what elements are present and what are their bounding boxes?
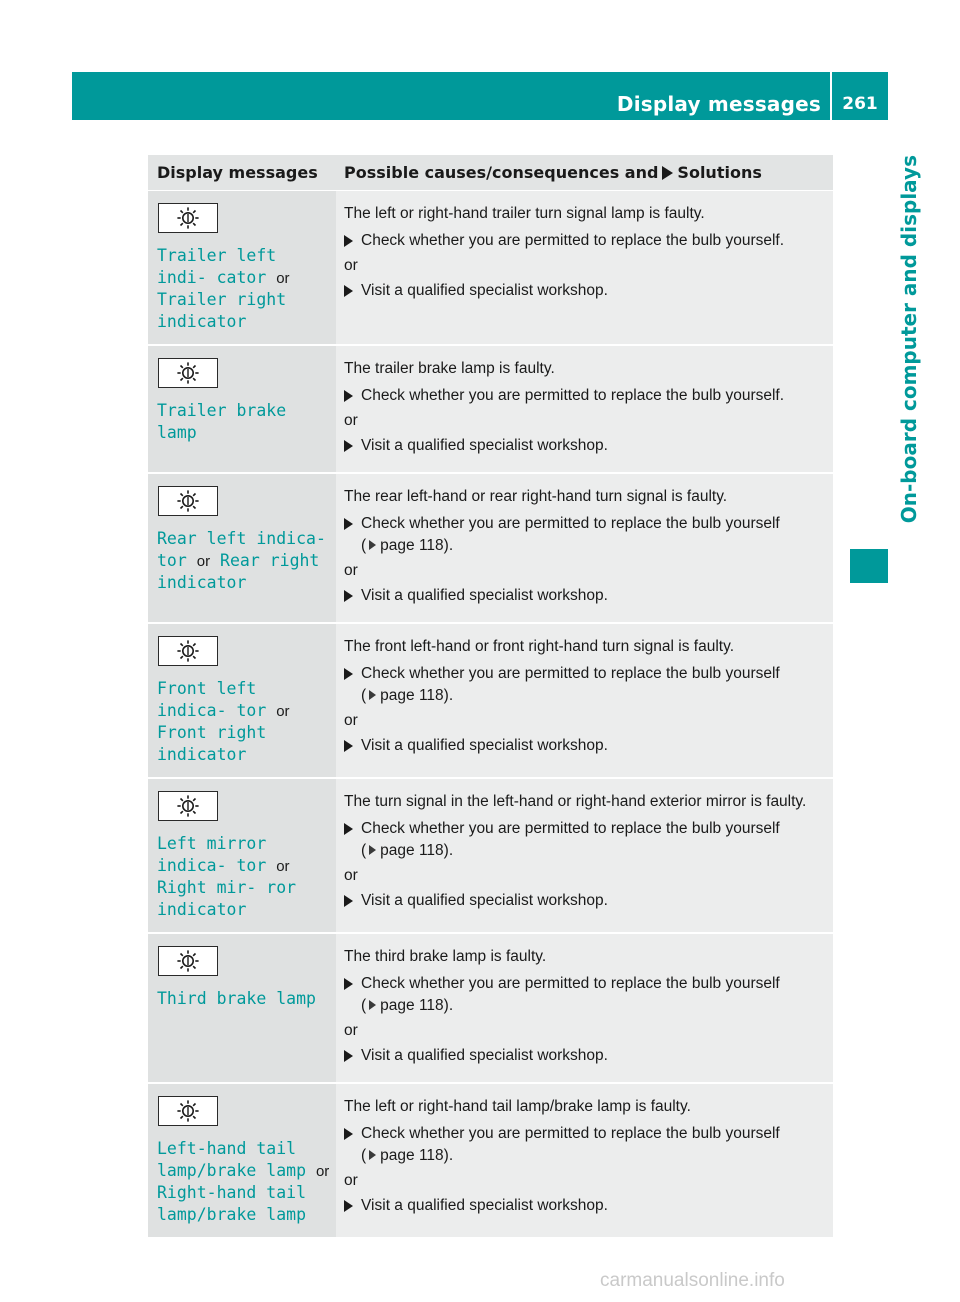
arrow-right-icon bbox=[344, 978, 353, 990]
message-text: Trailer left indi- cator bbox=[157, 246, 277, 287]
solution-step bbox=[344, 973, 827, 1017]
col-header-messages: Display messages bbox=[157, 163, 318, 182]
table-row bbox=[148, 191, 833, 346]
or-text: or bbox=[344, 1022, 358, 1039]
table-row bbox=[148, 779, 833, 934]
message-or: or bbox=[196, 552, 211, 570]
small-arrow-icon bbox=[369, 690, 376, 700]
arrow-right-icon bbox=[344, 823, 353, 835]
step-text: Check whether you are permitted to replace the bulb yourself. bbox=[361, 387, 785, 404]
small-arrow-icon bbox=[369, 1000, 376, 1010]
arrow-right-icon bbox=[344, 668, 353, 680]
small-arrow-icon bbox=[369, 540, 376, 550]
message-or: or bbox=[315, 1162, 330, 1180]
message-cell bbox=[148, 624, 336, 777]
arrow-right-icon bbox=[344, 390, 353, 402]
table-row bbox=[148, 346, 833, 474]
arrow-right-icon bbox=[344, 895, 353, 907]
arrow-right-icon bbox=[344, 1200, 353, 1212]
solution-step bbox=[344, 735, 827, 757]
display-message bbox=[157, 245, 332, 332]
solution-step bbox=[344, 385, 827, 407]
cause-text: The turn signal in the left-hand or right-hand exterior mirror is faulty. bbox=[344, 793, 807, 810]
message-text: Left mirror indica- tor bbox=[157, 834, 267, 875]
solution-step bbox=[344, 280, 827, 302]
solution-cell bbox=[336, 934, 833, 1082]
solution-cell bbox=[336, 1084, 833, 1237]
arrow-right-icon bbox=[344, 285, 353, 297]
solution-cell bbox=[336, 474, 833, 622]
message-cell bbox=[148, 474, 336, 622]
display-message bbox=[157, 528, 332, 594]
display-message bbox=[157, 678, 332, 765]
or-text: or bbox=[344, 712, 358, 729]
step-text: Visit a qualified specialist workshop. bbox=[361, 282, 608, 299]
message-text: Rear left indica- tor bbox=[157, 529, 326, 570]
message-cell bbox=[148, 191, 336, 344]
step-text: Check whether you are permitted to replace the bulb yourself bbox=[361, 1125, 780, 1142]
page-ref-open: ( bbox=[361, 537, 367, 554]
solution-step bbox=[344, 1195, 827, 1217]
page-reference bbox=[361, 535, 827, 557]
header-title: Display messages bbox=[616, 92, 821, 116]
table-body bbox=[148, 191, 833, 1239]
solution-step bbox=[344, 890, 827, 912]
page-ref-open: ( bbox=[361, 1147, 367, 1164]
col-header-prefix: Possible causes/consequences and bbox=[344, 163, 659, 182]
display-message bbox=[157, 1138, 332, 1225]
small-arrow-icon bbox=[369, 845, 376, 855]
solution-cell bbox=[336, 191, 833, 344]
message-cell bbox=[148, 934, 336, 1082]
solution-cell bbox=[336, 346, 833, 472]
page-reference bbox=[361, 995, 827, 1017]
section-tab-label: On-board computer and displays bbox=[897, 155, 921, 524]
page-reference bbox=[361, 685, 827, 707]
arrow-right-icon bbox=[344, 590, 353, 602]
or-text: or bbox=[344, 562, 358, 579]
bulb-icon bbox=[158, 791, 218, 821]
table-row bbox=[148, 474, 833, 624]
bulb-icon bbox=[158, 946, 218, 976]
page-ref-text: page 118). bbox=[380, 842, 454, 859]
message-or: or bbox=[276, 269, 290, 287]
page-ref-open: ( bbox=[361, 842, 367, 859]
message-cell bbox=[148, 1084, 336, 1237]
solution-step bbox=[344, 1123, 827, 1167]
step-text: Check whether you are permitted to replace the bulb yourself bbox=[361, 820, 780, 837]
arrow-right-icon bbox=[344, 518, 353, 530]
or-text: or bbox=[344, 412, 358, 429]
bulb-icon bbox=[158, 203, 218, 233]
solution-step bbox=[344, 435, 827, 457]
message-cell bbox=[148, 779, 336, 932]
col-header-suffix: Solutions bbox=[677, 163, 762, 182]
solution-cell bbox=[336, 624, 833, 777]
step-text: Check whether you are permitted to replace the bulb yourself. bbox=[361, 232, 785, 249]
step-text: Visit a qualified specialist workshop. bbox=[361, 737, 608, 754]
step-text: Visit a qualified specialist workshop. bbox=[361, 587, 608, 604]
step-text: Visit a qualified specialist workshop. bbox=[361, 437, 608, 454]
step-text: Visit a qualified specialist workshop. bbox=[361, 892, 608, 909]
display-message bbox=[157, 988, 332, 1010]
step-text: Check whether you are permitted to replace the bulb yourself bbox=[361, 975, 780, 992]
table-row bbox=[148, 624, 833, 779]
message-or: or bbox=[276, 857, 290, 875]
message-text-alt: Front right indicator bbox=[157, 723, 267, 764]
page-ref-open: ( bbox=[361, 997, 367, 1014]
bulb-icon bbox=[158, 1096, 218, 1126]
arrow-right-icon bbox=[344, 440, 353, 452]
or-text: or bbox=[344, 867, 358, 884]
table-row bbox=[148, 1084, 833, 1239]
arrow-right-icon bbox=[344, 1050, 353, 1062]
solution-step bbox=[344, 513, 827, 557]
message-text-alt: Rear right indicator bbox=[157, 550, 320, 592]
display-message bbox=[157, 400, 332, 443]
display-messages-table bbox=[148, 155, 833, 1239]
page-ref-open: ( bbox=[361, 687, 367, 704]
or-text: or bbox=[344, 1172, 358, 1189]
bulb-icon bbox=[158, 636, 218, 666]
arrow-right-icon bbox=[344, 740, 353, 752]
display-message bbox=[157, 833, 332, 920]
step-text: Check whether you are permitted to replace the bulb yourself bbox=[361, 515, 780, 532]
message-text-alt: Right mir- ror indicator bbox=[157, 878, 297, 919]
page-header bbox=[72, 72, 888, 120]
watermark: carmanualsonline.info bbox=[600, 1270, 785, 1291]
page-ref-text: page 118). bbox=[380, 537, 454, 554]
page-reference bbox=[361, 840, 827, 862]
arrow-right-icon bbox=[344, 235, 353, 247]
bulb-icon bbox=[158, 358, 218, 388]
message-text-alt: Right-hand tail lamp/brake lamp bbox=[157, 1183, 307, 1224]
table-header bbox=[148, 155, 833, 191]
cause-text: The third brake lamp is faulty. bbox=[344, 948, 547, 965]
page-ref-text: page 118). bbox=[380, 1147, 454, 1164]
section-marker bbox=[850, 549, 888, 583]
solution-step bbox=[344, 230, 827, 252]
message-text-alt: Trailer right indicator bbox=[157, 290, 287, 331]
table-row bbox=[148, 934, 833, 1084]
cause-text: The left or right-hand tail lamp/brake lamp is faulty. bbox=[344, 1098, 691, 1115]
page-ref-text: page 118). bbox=[380, 997, 454, 1014]
message-or: or bbox=[276, 702, 290, 720]
bulb-icon bbox=[158, 486, 218, 516]
page-reference bbox=[361, 1145, 827, 1167]
message-text: Left-hand tail lamp/brake lamp bbox=[157, 1139, 307, 1180]
message-text: Front left indica- tor bbox=[157, 679, 267, 720]
arrow-right-icon bbox=[662, 166, 673, 180]
message-text: Trailer brake lamp bbox=[157, 401, 287, 442]
col-header-solutions bbox=[336, 155, 833, 190]
cause-text: The rear left-hand or rear right-hand turn signal is faulty. bbox=[344, 488, 728, 505]
message-text: Third brake lamp bbox=[157, 989, 316, 1008]
page-ref-text: page 118). bbox=[380, 687, 454, 704]
solution-step bbox=[344, 1045, 827, 1067]
message-cell bbox=[148, 346, 336, 472]
solution-step bbox=[344, 663, 827, 707]
cause-text: The front left-hand or front right-hand turn signal is faulty. bbox=[344, 638, 734, 655]
step-text: Check whether you are permitted to replace the bulb yourself bbox=[361, 665, 780, 682]
small-arrow-icon bbox=[369, 1150, 376, 1160]
section-tab bbox=[849, 155, 921, 535]
or-text: or bbox=[344, 257, 358, 274]
cause-text: The left or right-hand trailer turn signal lamp is faulty. bbox=[344, 205, 705, 222]
step-text: Visit a qualified specialist workshop. bbox=[361, 1197, 608, 1214]
arrow-right-icon bbox=[344, 1128, 353, 1140]
step-text: Visit a qualified specialist workshop. bbox=[361, 1047, 608, 1064]
cause-text: The trailer brake lamp is faulty. bbox=[344, 360, 555, 377]
page-number: 261 bbox=[842, 94, 878, 114]
solution-cell bbox=[336, 779, 833, 932]
solution-step bbox=[344, 818, 827, 862]
solution-step bbox=[344, 585, 827, 607]
